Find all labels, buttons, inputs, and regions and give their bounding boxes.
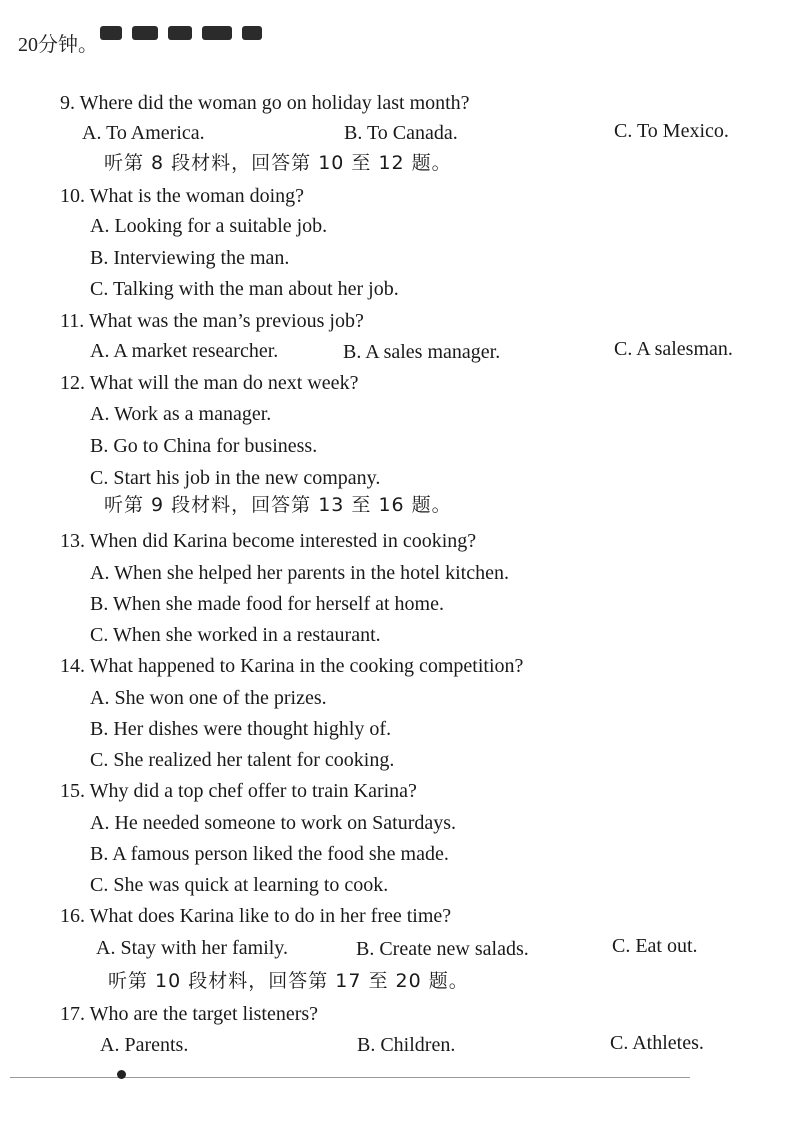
question-16: 16. What does Karina like to do in her free time? [60,905,452,927]
section-heading-8: 听第 8 段材料，回答第 10 至 12 题。 [104,152,452,174]
q13-option-b: B. When she made food for herself at home. [90,593,444,615]
q14-option-c: C. She realized her talent for cooking. [90,749,395,771]
q10-option-a: A. Looking for a suitable job. [90,215,328,237]
q17-option-b: B. Children. [357,1034,456,1056]
q9-option-a: A. To America. [82,122,205,144]
q15-option-c: C. She was quick at learning to cook. [90,874,389,896]
q9-option-c: C. To Mexico. [614,120,729,142]
q13-option-a: A. When she helped her parents in the hotel kitchen. [90,562,509,584]
q10-option-c: C. Talking with the man about her job. [90,278,399,300]
q12-option-c: C. Start his job in the new company. [90,467,381,489]
question-14: 14. What happened to Karina in the cooking competition? [60,655,524,677]
q14-option-b: B. Her dishes were thought highly of. [90,718,392,740]
q14-option-a: A. She won one of the prizes. [90,687,327,709]
header-fragment: 20分钟。 [18,34,98,56]
question-12: 12. What will the man do next week? [60,372,359,394]
scan-dot [117,1070,126,1079]
q12-option-b: B. Go to China for business. [90,435,318,457]
q9-option-b: B. To Canada. [344,122,458,144]
q17-option-a: A. Parents. [100,1034,189,1056]
q10-option-b: B. Interviewing the man. [90,247,290,269]
q11-option-c: C. A salesman. [614,338,733,360]
q15-option-a: A. He needed someone to work on Saturdays. [90,812,457,834]
q11-option-b: B. A sales manager. [343,341,501,363]
q15-option-b: B. A famous person liked the food she made. [90,843,449,865]
question-13: 13. When did Karina become interested in cooking? [60,530,477,552]
question-17: 17. Who are the target listeners? [60,1003,319,1025]
q17-option-c: C. Athletes. [610,1032,704,1054]
q16-option-a: A. Stay with her family. [96,937,289,959]
question-9: 9. Where did the woman go on holiday last month? [60,92,470,114]
q11-option-a: A. A market researcher. [90,340,279,362]
q12-option-a: A. Work as a manager. [90,403,272,425]
q16-option-b: B. Create new salads. [356,938,529,960]
section-heading-9: 听第 9 段材料，回答第 13 至 16 题。 [104,494,452,516]
redaction-marks [100,26,262,40]
question-15: 15. Why did a top chef offer to train Karina? [60,780,417,802]
q16-option-c: C. Eat out. [612,935,698,957]
question-10: 10. What is the woman doing? [60,185,305,207]
question-11: 11. What was the man’s previous job? [60,310,364,332]
bottom-rule [10,1077,690,1078]
section-heading-10: 听第 10 段材料，回答第 17 至 20 题。 [108,970,469,992]
q13-option-c: C. When she worked in a restaurant. [90,624,381,646]
